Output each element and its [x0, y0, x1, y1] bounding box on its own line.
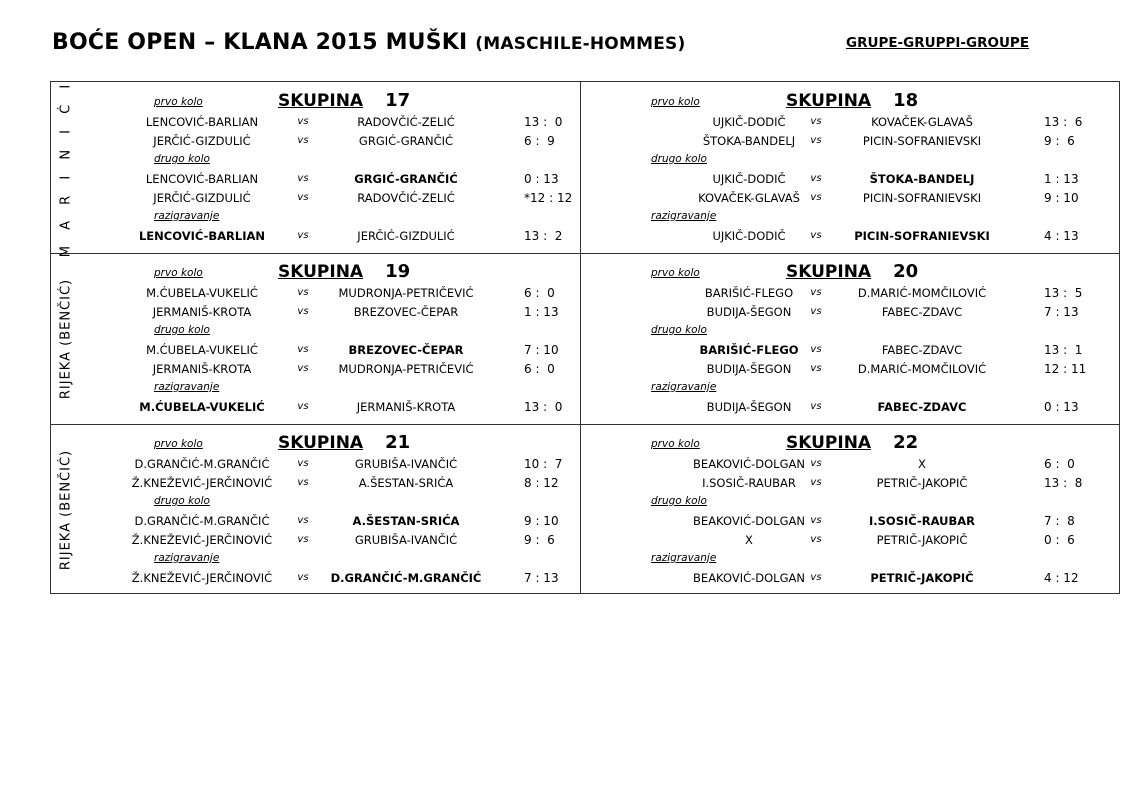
- team-b: PICIN-SOFRANIEVSKI: [854, 229, 990, 243]
- match-score: 1 : 13: [524, 305, 559, 319]
- team-a: ŠTOKA-BANDELJ: [702, 134, 796, 148]
- page-title: [52, 30, 685, 55]
- group-number: 22: [893, 432, 919, 453]
- match-score: 4 : 12: [1044, 571, 1079, 585]
- round-label: razigravanje: [651, 210, 717, 222]
- round-label: razigravanje: [651, 552, 717, 564]
- round-header: [81, 495, 580, 514]
- groups-table: [50, 78, 1120, 594]
- vs-label: vs: [810, 306, 822, 317]
- side-label-marinici: M A R I N I Ć I: [58, 78, 74, 257]
- round-header: [581, 324, 1120, 343]
- match-row: [581, 172, 1120, 191]
- match-row: [581, 286, 1120, 305]
- round-label: prvo kolo: [651, 267, 700, 279]
- team-a: BEAKOVIĆ-DOLGAN: [693, 457, 805, 471]
- vs-label: vs: [297, 477, 309, 488]
- vs-label: vs: [297, 572, 309, 583]
- team-b: A.ŠESTAN-SRIĆA: [358, 476, 454, 490]
- round-header: [81, 381, 580, 400]
- round-header: [81, 552, 580, 571]
- team-a: BARIŠIĆ-FLEGO: [699, 343, 799, 357]
- vs-label: vs: [810, 458, 822, 469]
- match-row: [81, 533, 580, 552]
- match-row: [581, 457, 1120, 476]
- vs-label: vs: [297, 287, 309, 298]
- team-a: BEAKOVIĆ-DOLGAN: [693, 571, 805, 585]
- team-b: MUDRONJA-PETRIČEVIĆ: [338, 362, 474, 376]
- match-score: 6 : 0: [524, 286, 555, 300]
- group-cell-20: [581, 253, 1120, 424]
- team-b: JERMANIŠ-KROTA: [356, 400, 456, 414]
- team-b: PICIN-SOFRANIEVSKI: [862, 134, 982, 148]
- vs-label: vs: [810, 477, 822, 488]
- round-header: [81, 438, 580, 457]
- team-a: BUDIJA-ŠEGON: [706, 305, 792, 319]
- vs-label: vs: [297, 344, 309, 355]
- vs-label: vs: [810, 135, 822, 146]
- team-b: GRGIĆ-GRANČIĆ: [358, 134, 454, 148]
- group-cell-17: [81, 82, 580, 253]
- team-a: LENCOVIĆ-BARLIAN: [138, 229, 266, 243]
- match-row: [81, 476, 580, 495]
- team-a: Ž.KNEŽEVIĆ-JERČINOVIĆ: [131, 571, 273, 585]
- team-a: D.GRANČIĆ-M.GRANČIĆ: [134, 457, 270, 471]
- team-a: UJKIČ-DODIČ: [712, 172, 786, 186]
- group-label: SKUPINA: [278, 262, 364, 282]
- vs-label: vs: [810, 572, 822, 583]
- team-a: JERČIĆ-GIZDULIĆ: [153, 134, 251, 148]
- team-b: PETRIČ-JAKOPIČ: [870, 571, 974, 585]
- group-label: SKUPINA: [278, 433, 364, 453]
- match-score: 0 : 13: [1044, 400, 1079, 414]
- round-header: [581, 552, 1120, 571]
- groupe-label: GRUPE-GRUPPI-GROUPE: [846, 35, 1030, 51]
- match-score: 9 : 6: [524, 533, 555, 547]
- match-row: [581, 533, 1120, 552]
- match-score: 0 : 6: [1044, 533, 1075, 547]
- round-label: drugo kolo: [651, 153, 707, 165]
- team-a: BARIŠIĆ-FLEGO: [704, 286, 794, 300]
- side-label-rijeka: RIJEKA (BENČIĆ): [58, 278, 74, 399]
- match-score: 9 : 10: [1044, 191, 1079, 205]
- team-b: JERČIĆ-GIZDULIĆ: [357, 229, 455, 243]
- match-row: [81, 286, 580, 305]
- team-b: GRUBIŠA-IVANČIĆ: [354, 533, 458, 547]
- team-a: JERČIĆ-GIZDULIĆ: [153, 191, 251, 205]
- team-b: GRUBIŠA-IVANČIĆ: [354, 457, 458, 471]
- match-score: 13 : 0: [524, 115, 563, 129]
- vs-label: vs: [297, 534, 309, 545]
- team-b: D.GRANČIĆ-M.GRANČIĆ: [330, 571, 482, 585]
- match-score: 6 : 0: [1044, 457, 1075, 471]
- match-score: 7 : 13: [1044, 305, 1079, 319]
- vs-label: vs: [810, 344, 822, 355]
- vs-label: vs: [297, 401, 309, 412]
- team-a: BEAKOVIĆ-DOLGAN: [693, 514, 805, 528]
- match-score: 6 : 0: [524, 362, 555, 376]
- team-b: D.MARIĆ-MOMČILOVIĆ: [857, 286, 987, 300]
- match-score: 13 : 5: [1044, 286, 1083, 300]
- match-score: 8 : 12: [524, 476, 559, 490]
- group-label: SKUPINA: [786, 91, 872, 111]
- group-cell-22: [581, 424, 1120, 595]
- match-score: 13 : 0: [524, 400, 563, 414]
- round-label: drugo kolo: [651, 324, 707, 336]
- vs-label: vs: [297, 458, 309, 469]
- match-score: 9 : 10: [524, 514, 559, 528]
- match-score: 12 : 11: [1044, 362, 1087, 376]
- match-score: 13 : 6: [1044, 115, 1083, 129]
- team-a: LENCOVIĆ-BARLIAN: [145, 115, 259, 129]
- round-header: [581, 210, 1120, 229]
- title-main: BOĆE OPEN – KLANA 2015 MUŠKI: [52, 30, 468, 55]
- match-score: 13 : 8: [1044, 476, 1083, 490]
- team-b: MUDRONJA-PETRIČEVIĆ: [338, 286, 474, 300]
- match-row: [581, 476, 1120, 495]
- vs-label: vs: [297, 173, 309, 184]
- round-header: [581, 438, 1120, 457]
- team-b: BREZOVEC-ČEPAR: [353, 305, 459, 319]
- match-score: 13 : 1: [1044, 343, 1083, 357]
- group-number: 21: [385, 432, 411, 453]
- team-b: PICIN-SOFRANIEVSKI: [862, 191, 982, 205]
- match-row: [81, 191, 580, 210]
- match-row: [581, 514, 1120, 533]
- team-a: JERMANIŠ-KROTA: [152, 362, 252, 376]
- team-b: GRGIĆ-GRANČIĆ: [354, 172, 458, 186]
- side-label-rijeka: RIJEKA (BENČIĆ): [58, 449, 74, 570]
- match-score: 6 : 9: [524, 134, 555, 148]
- team-b: BREZOVEC-ČEPAR: [348, 343, 464, 357]
- match-row: [581, 191, 1120, 210]
- group-number: 19: [385, 261, 411, 282]
- team-b: X: [918, 457, 926, 471]
- team-b: FABEC-ZDAVC: [877, 400, 967, 414]
- match-row: [581, 571, 1120, 590]
- group-number: 17: [385, 90, 411, 111]
- round-label: razigravanje: [154, 210, 220, 222]
- match-row: [81, 115, 580, 134]
- team-a: BUDIJA-ŠEGON: [706, 400, 792, 414]
- group-cell-19: [81, 253, 580, 424]
- team-a: X: [745, 533, 753, 547]
- group-label: SKUPINA: [786, 433, 872, 453]
- team-a: M.ĆUBELA-VUKELIĆ: [146, 343, 258, 357]
- round-label: drugo kolo: [154, 324, 210, 336]
- match-score: 13 : 2: [524, 229, 563, 243]
- vs-label: vs: [810, 363, 822, 374]
- group-cell-21: [81, 424, 580, 595]
- round-label: drugo kolo: [154, 495, 210, 507]
- match-row: [81, 362, 580, 381]
- round-label: prvo kolo: [651, 438, 700, 450]
- round-label: razigravanje: [154, 552, 220, 564]
- group-number: 18: [893, 90, 919, 111]
- match-row: [81, 229, 580, 248]
- vs-label: vs: [810, 534, 822, 545]
- team-a: UJKIČ-DODIČ: [712, 115, 786, 129]
- team-b: FABEC-ZDAVC: [881, 343, 963, 357]
- vs-label: vs: [810, 230, 822, 241]
- team-b: RADOVČIĆ-ZELIĆ: [357, 191, 455, 205]
- match-row: [81, 457, 580, 476]
- round-label: prvo kolo: [651, 96, 700, 108]
- team-b: FABEC-ZDAVC: [881, 305, 963, 319]
- team-a: M.ĆUBELA-VUKELIĆ: [139, 400, 265, 414]
- round-header: [581, 96, 1120, 115]
- team-b: ŠTOKA-BANDELJ: [869, 172, 975, 186]
- vs-label: vs: [297, 135, 309, 146]
- group-label: SKUPINA: [786, 262, 872, 282]
- group-cell-18: [581, 82, 1120, 253]
- match-row: [81, 571, 580, 590]
- round-label: razigravanje: [651, 381, 717, 393]
- match-row: [81, 343, 580, 362]
- round-label: razigravanje: [154, 381, 220, 393]
- round-label: prvo kolo: [154, 267, 203, 279]
- round-header: [81, 267, 580, 286]
- match-row: [581, 362, 1120, 381]
- match-row: [81, 400, 580, 419]
- match-score: 7 : 10: [524, 343, 559, 357]
- team-a: Ž.KNEŽEVIĆ-JERČINOVIĆ: [131, 476, 273, 490]
- team-a: I.SOSIČ-RAUBAR: [702, 476, 796, 490]
- round-header: [581, 153, 1120, 172]
- match-score: 9 : 6: [1044, 134, 1075, 148]
- team-b: D.MARIĆ-MOMČILOVIĆ: [857, 362, 987, 376]
- team-b: A.ŠESTAN-SRIĆA: [352, 514, 460, 528]
- match-score: 0 : 13: [524, 172, 559, 186]
- round-header: [581, 381, 1120, 400]
- vs-label: vs: [297, 192, 309, 203]
- match-score: 7 : 13: [524, 571, 559, 585]
- match-row: [581, 229, 1120, 248]
- round-header: [81, 96, 580, 115]
- title-paren: (MASCHILE-HOMMES): [475, 34, 686, 54]
- team-b: PETRIČ-JAKOPIČ: [876, 533, 968, 547]
- team-a: D.GRANČIĆ-M.GRANČIĆ: [134, 514, 270, 528]
- team-a: Ž.KNEŽEVIĆ-JERČINOVIĆ: [131, 533, 273, 547]
- round-label: drugo kolo: [651, 495, 707, 507]
- vs-label: vs: [297, 306, 309, 317]
- match-row: [581, 115, 1120, 134]
- vs-label: vs: [297, 515, 309, 526]
- team-a: UJKIČ-DODIČ: [712, 229, 786, 243]
- round-header: [81, 324, 580, 343]
- team-b: RADOVČIĆ-ZELIĆ: [357, 115, 455, 129]
- round-header: [81, 210, 580, 229]
- round-label: drugo kolo: [154, 153, 210, 165]
- vs-label: vs: [297, 363, 309, 374]
- match-row: [81, 134, 580, 153]
- team-a: KOVAČEK-GLAVAŠ: [698, 191, 800, 205]
- round-header: [581, 267, 1120, 286]
- match-row: [581, 134, 1120, 153]
- team-a: M.ĆUBELA-VUKELIĆ: [146, 286, 258, 300]
- vs-label: vs: [810, 116, 822, 127]
- match-row: [81, 514, 580, 533]
- round-header: [581, 495, 1120, 514]
- team-a: BUDIJA-ŠEGON: [706, 362, 792, 376]
- vs-label: vs: [810, 192, 822, 203]
- match-score: *12 : 12: [524, 191, 573, 205]
- vs-label: vs: [297, 230, 309, 241]
- match-row: [581, 305, 1120, 324]
- match-row: [581, 343, 1120, 362]
- team-a: JERMANIŠ-KROTA: [152, 305, 252, 319]
- team-b: I.SOSIČ-RAUBAR: [868, 514, 976, 528]
- match-row: [81, 305, 580, 324]
- team-b: PETRIČ-JAKOPIČ: [876, 476, 968, 490]
- group-label: SKUPINA: [278, 91, 364, 111]
- match-score: 10 : 7: [524, 457, 563, 471]
- match-score: 1 : 13: [1044, 172, 1079, 186]
- vs-label: vs: [810, 287, 822, 298]
- vs-label: vs: [810, 173, 822, 184]
- round-label: prvo kolo: [154, 438, 203, 450]
- round-label: prvo kolo: [154, 96, 203, 108]
- vs-label: vs: [810, 401, 822, 412]
- team-a: LENCOVIĆ-BARLIAN: [145, 172, 259, 186]
- round-header: [81, 153, 580, 172]
- match-score: 7 : 8: [1044, 514, 1075, 528]
- vs-label: vs: [297, 116, 309, 127]
- match-score: 4 : 13: [1044, 229, 1079, 243]
- match-row: [581, 400, 1120, 419]
- group-number: 20: [893, 261, 919, 282]
- match-row: [81, 172, 580, 191]
- vs-label: vs: [810, 515, 822, 526]
- team-b: KOVAČEK-GLAVAŠ: [871, 115, 973, 129]
